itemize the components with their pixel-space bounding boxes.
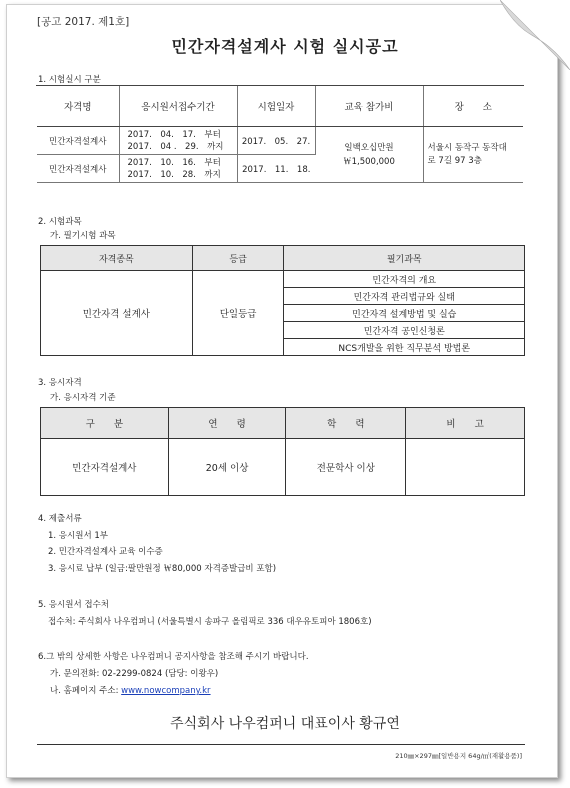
section-6-heading: 6.그 밖의 상세한 사항은 나우컴퍼니 공지사항을 참조해 주시기 바랍니다. (38, 652, 309, 662)
divider (37, 744, 525, 745)
header-cell: 학 력 (286, 408, 406, 439)
submission-place: 접수처: 주식회사 나우컴퍼니 (서울특별시 송파구 올림픽로 336 대우유토피아 1806호) (48, 617, 372, 627)
fee-amount: ￦1,500,000 (343, 156, 395, 167)
list-item: 2. 민간자격설계사 교육 이수증 (48, 547, 163, 557)
signature: 주식회사 나우컴퍼니 대표이사 황규연 (170, 716, 400, 732)
table-header-row (37, 86, 523, 127)
header-cell: 응시원서접수기간 (119, 86, 237, 127)
subject: 민간자격 관리법규와 실태 (284, 288, 525, 305)
qualification-item: 민간자격 설계사 (41, 271, 193, 356)
list-item: 3. 응시료 납부 (일금:팔만원정 ￦80,000 자격증발급비 포함) (48, 564, 277, 574)
homepage-label: 나. 홈페이지 주소: (50, 686, 122, 696)
header-cell: 연 령 (168, 408, 286, 439)
section-3-subheading: 가. 응시자격 기준 (50, 393, 116, 403)
grade: 단일등급 (192, 271, 284, 356)
paper-spec: 210㎜×297㎜[일반용지 64g/㎡(재활용품)] (395, 752, 522, 760)
education: 전문학사 이상 (286, 439, 406, 496)
period-end: 2017. 10. 28. 까지 (127, 169, 221, 180)
exam-schedule-table (37, 86, 523, 183)
application-period (119, 127, 237, 155)
table-header-row (41, 246, 525, 271)
section-1-heading: 1. 시험실시 구분 (38, 75, 101, 85)
contact-phone: 가. 문의전화: 02-2299-0824 (담당: 이왕우) (50, 669, 219, 679)
age: 20세 이상 (168, 439, 286, 496)
exam-date: 2017. 05. 27. (237, 127, 315, 155)
remarks (406, 439, 525, 496)
place-line-1: 서울시 동작구 동작대 (427, 142, 507, 153)
subject: 민간자격의 개요 (284, 271, 525, 288)
category: 민간자격설계사 (41, 439, 169, 496)
list-item: 1. 응시원서 1부 (48, 531, 108, 541)
subjects-table (40, 245, 525, 356)
table-row (37, 127, 523, 155)
header-cell: 시험일자 (237, 86, 315, 127)
table-row (41, 439, 525, 496)
header-cell: 자격종목 (41, 246, 193, 271)
table-header-row (41, 408, 525, 439)
exam-date: 2017. 11. 18. (237, 155, 315, 183)
header-cell: 비 고 (406, 408, 525, 439)
homepage-line (50, 684, 211, 696)
period-start: 2017. 10. 16. 부터 (127, 157, 221, 168)
section-3-heading: 3. 응시자격 (38, 378, 82, 388)
subject: NCS개발을 위한 직무분석 방법론 (284, 339, 525, 356)
header-cell: 교육 참가비 (315, 86, 423, 127)
period-end: 2017. 04 . 29. 까지 (127, 141, 224, 152)
period-start: 2017. 04. 17. 부터 (127, 129, 221, 140)
application-period (119, 155, 237, 183)
subject: 민간자격 공인신청론 (284, 322, 525, 339)
header-cell: 장 소 (423, 86, 523, 127)
place-cell (423, 127, 523, 183)
header-cell: 구 분 (41, 408, 169, 439)
fee-cell (315, 127, 423, 183)
section-5-heading: 5. 응시원서 접수처 (38, 600, 109, 610)
header-cell: 등급 (192, 246, 284, 271)
section-2-heading: 2. 시험과목 (38, 217, 82, 227)
place-line-2: 로 7길 97 3층 (427, 155, 482, 166)
fee-text: 일백오십만원 (344, 142, 394, 153)
section-2-subheading: 가. 필기시험 과목 (50, 231, 116, 241)
table-row (41, 271, 525, 288)
header-cell: 필기과목 (284, 246, 525, 271)
header-cell: 자격명 (37, 86, 119, 127)
notice-number: [공고 2017. 제1호] (37, 16, 130, 28)
qualification-name: 민간자격설계사 (37, 155, 119, 183)
page-title: 민간자격설계사 시험 실시공고 (171, 37, 399, 56)
subject: 민간자격 설계방법 및 실습 (284, 305, 525, 322)
section-4-heading: 4. 제출서류 (38, 514, 82, 524)
eligibility-table (40, 407, 525, 496)
qualification-name: 민간자격설계사 (37, 127, 119, 155)
homepage-link[interactable]: www.nowcompany.kr (121, 686, 211, 696)
